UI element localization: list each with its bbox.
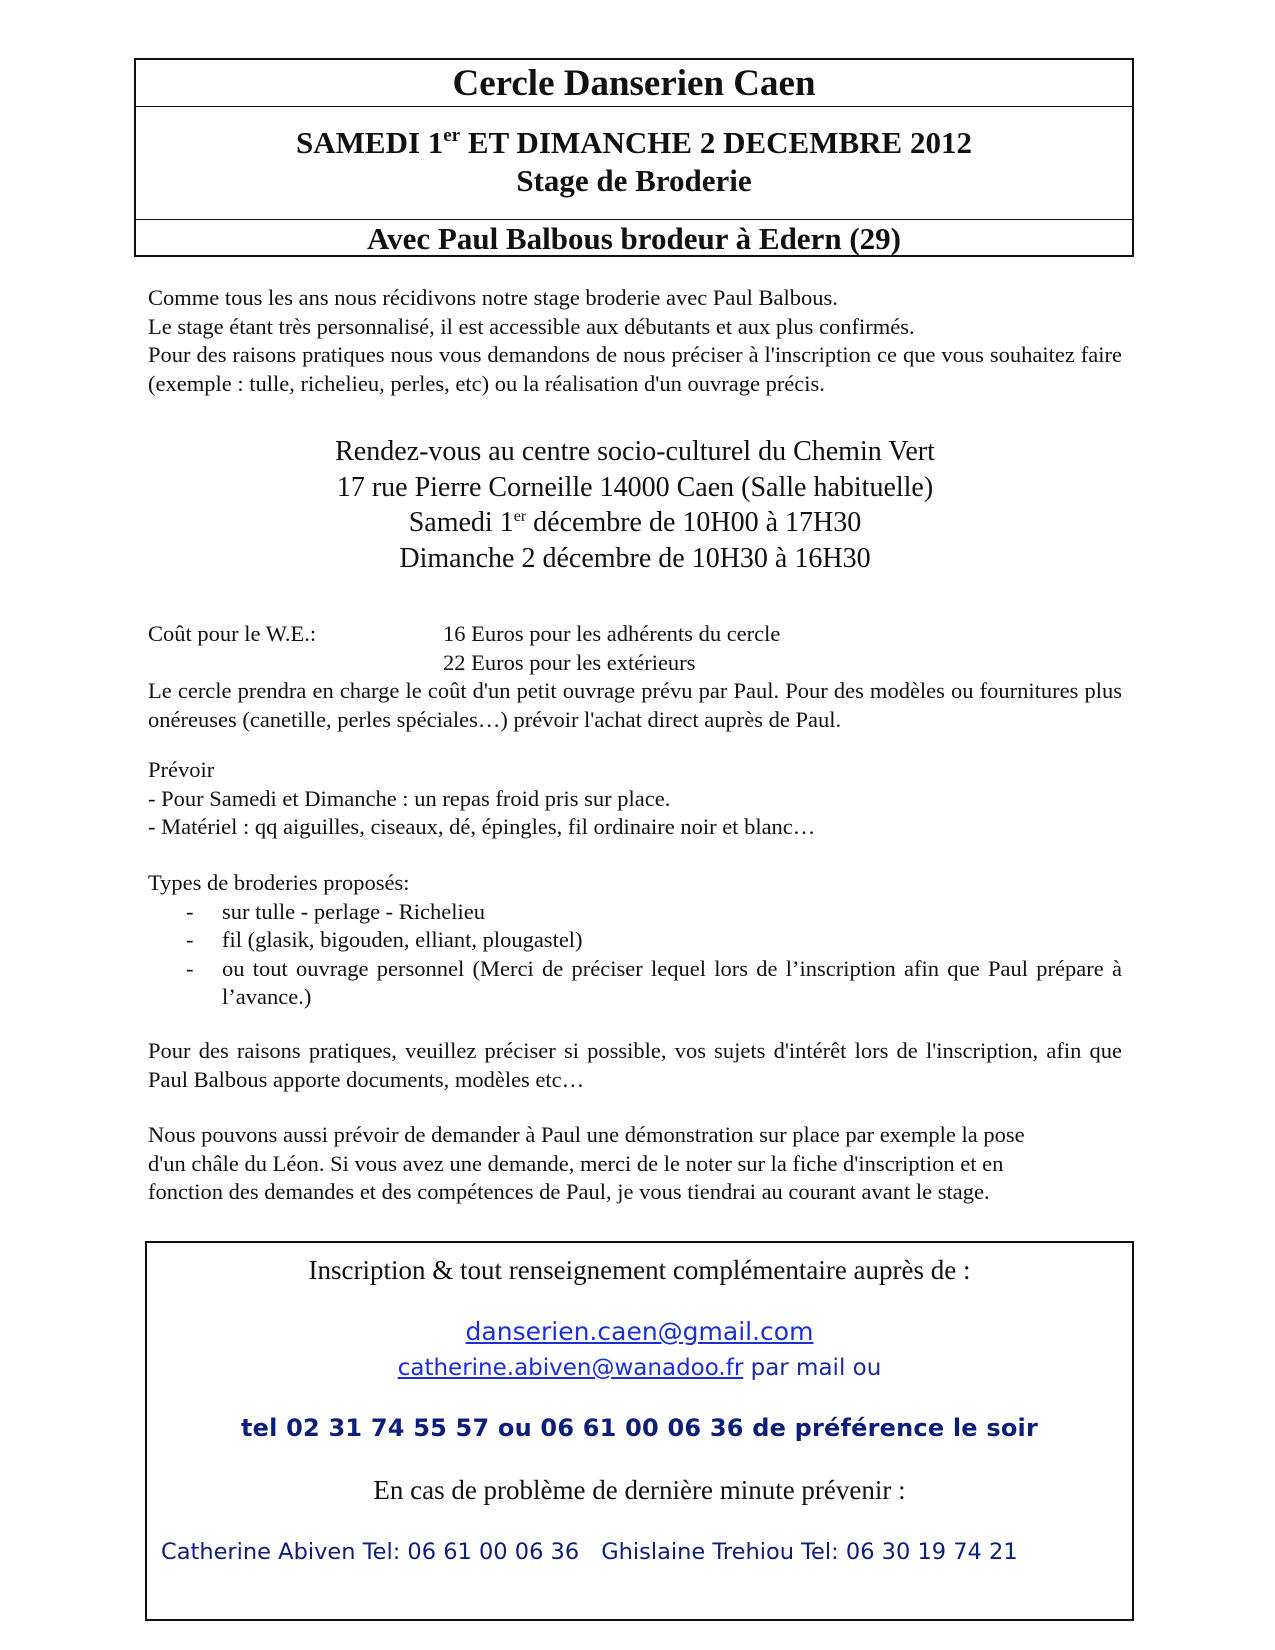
list-item: - ou tout ouvrage personnel (Merci de préciser lequel lors de l’inscription afin que Paul prépare à l’avance.) — [186, 955, 1122, 1009]
demo-paragraph — [148, 1121, 1122, 1207]
email-link-catherine[interactable]: catherine.abiven@wanadoo.fr — [397, 1355, 744, 1381]
org-name: Cercle Danserien Caen — [136, 60, 1132, 107]
contact-warning: En cas de problème de dernière minute prévenir : — [373, 1475, 906, 1505]
contact-email-line — [147, 1315, 1132, 1349]
contact-email-line — [147, 1353, 1132, 1383]
provide-item: - Pour Samedi et Dimanche : un repas froid pris sur place. — [148, 785, 671, 811]
types-heading: Types de broderies proposés: — [148, 870, 410, 895]
venue-sunday: Dimanche 2 décembre de 10H30 à 16H30 — [399, 542, 871, 574]
contact-person: Ghislaine Trehiou Tel: 06 30 19 74 21 — [601, 1539, 1018, 1565]
contact-persons — [161, 1535, 1118, 1569]
interests-paragraph: Pour des raisons pratiques, veuillez préciser si possible, vos sujets d'intérêt lors de l'inscription, afin que Paul Balbous apporte documents, modèles etc… — [148, 1038, 1122, 1092]
cost-section — [148, 620, 1122, 734]
demo-line: d'un châle du Léon. Si vous avez une demande, merci de le noter sur la fiche d'inscription et en — [148, 1150, 1004, 1176]
cost-row-external — [148, 649, 1122, 678]
cost-row-members — [148, 620, 1122, 649]
list-item: - sur tulle - perlage - Richelieu — [186, 898, 486, 924]
cost-label: Coût pour le W.E.: — [148, 621, 317, 646]
event-dates-block — [136, 107, 1132, 220]
list-item: - fil (glasik, bigouden, elliant, plougastel) — [186, 927, 583, 952]
header-box — [134, 58, 1134, 257]
contact-phone: tel 02 31 74 55 57 ou 06 61 00 06 36 de préférence le soir — [241, 1414, 1038, 1442]
provide-heading: Prévoir — [148, 757, 215, 782]
provide-item: - Matériel : qq aiguilles, ciseaux, dé, épingles, fil ordinaire noir et blanc… — [148, 814, 816, 839]
venue-address: 17 rue Pierre Corneille 14000 Caen (Salle habituelle) — [336, 471, 934, 503]
contact-title: Inscription & tout renseignement complémentaire auprès de : — [308, 1255, 971, 1285]
contact-box — [145, 1241, 1134, 1621]
event-dates: SAMEDI 1er ET DIMANCHE 2 DECEMBRE 2012 — [296, 125, 972, 160]
demo-line: Nous pouvons aussi prévoir de demander à Paul une démonstration sur place par exemple la pose — [148, 1122, 1025, 1147]
intro-line: Pour des raisons pratiques nous vous demandons de nous préciser à l'inscription ce que vous souhaitez faire (exemple : tulle, richelieu, perles, etc) ou la réalisation d'un ouvrage précis. — [148, 342, 1122, 396]
intro-paragraph — [148, 284, 1122, 398]
email-link-danserien[interactable]: danserien.caen@gmail.com — [465, 1317, 814, 1346]
event-title: Stage de Broderie — [516, 163, 752, 198]
instructor-line: Avec Paul Balbous brodeur à Edern (29) — [367, 221, 901, 256]
types-list — [148, 898, 1122, 1012]
cost-external: 22 Euros pour les extérieurs — [443, 649, 696, 675]
contact-person: Catherine Abiven Tel: 06 61 00 06 36 — [161, 1539, 580, 1565]
cost-members: 16 Euros pour les adhérents du cercle — [443, 621, 781, 646]
demo-line: fonction des demandes et des compétences de Paul, je vous tiendrai au courant avant le stage. — [148, 1179, 990, 1204]
venue-block — [148, 434, 1122, 576]
intro-line: Comme tous les ans nous récidivons notre stage broderie avec Paul Balbous. — [148, 285, 838, 310]
venue-saturday: Samedi 1er décembre de 10H00 à 17H30 — [408, 507, 862, 538]
cost-note: Le cercle prendra en charge le coût d'un petit ouvrage prévu par Paul. Pour des modèles ou fournitures plus onéreuses (canetille, perles spéciales…) prévoir l'achat direct auprès de Paul. — [148, 678, 1122, 732]
intro-line: Le stage étant très personnalisé, il est accessible aux débutants et aux plus confirmés. — [148, 313, 915, 339]
email-suffix: par mail ou — [743, 1355, 882, 1381]
types-section — [148, 869, 1122, 1012]
provide-section — [148, 756, 1122, 842]
venue-line: Rendez-vous au centre socio-culturel du Chemin Vert — [335, 436, 935, 467]
